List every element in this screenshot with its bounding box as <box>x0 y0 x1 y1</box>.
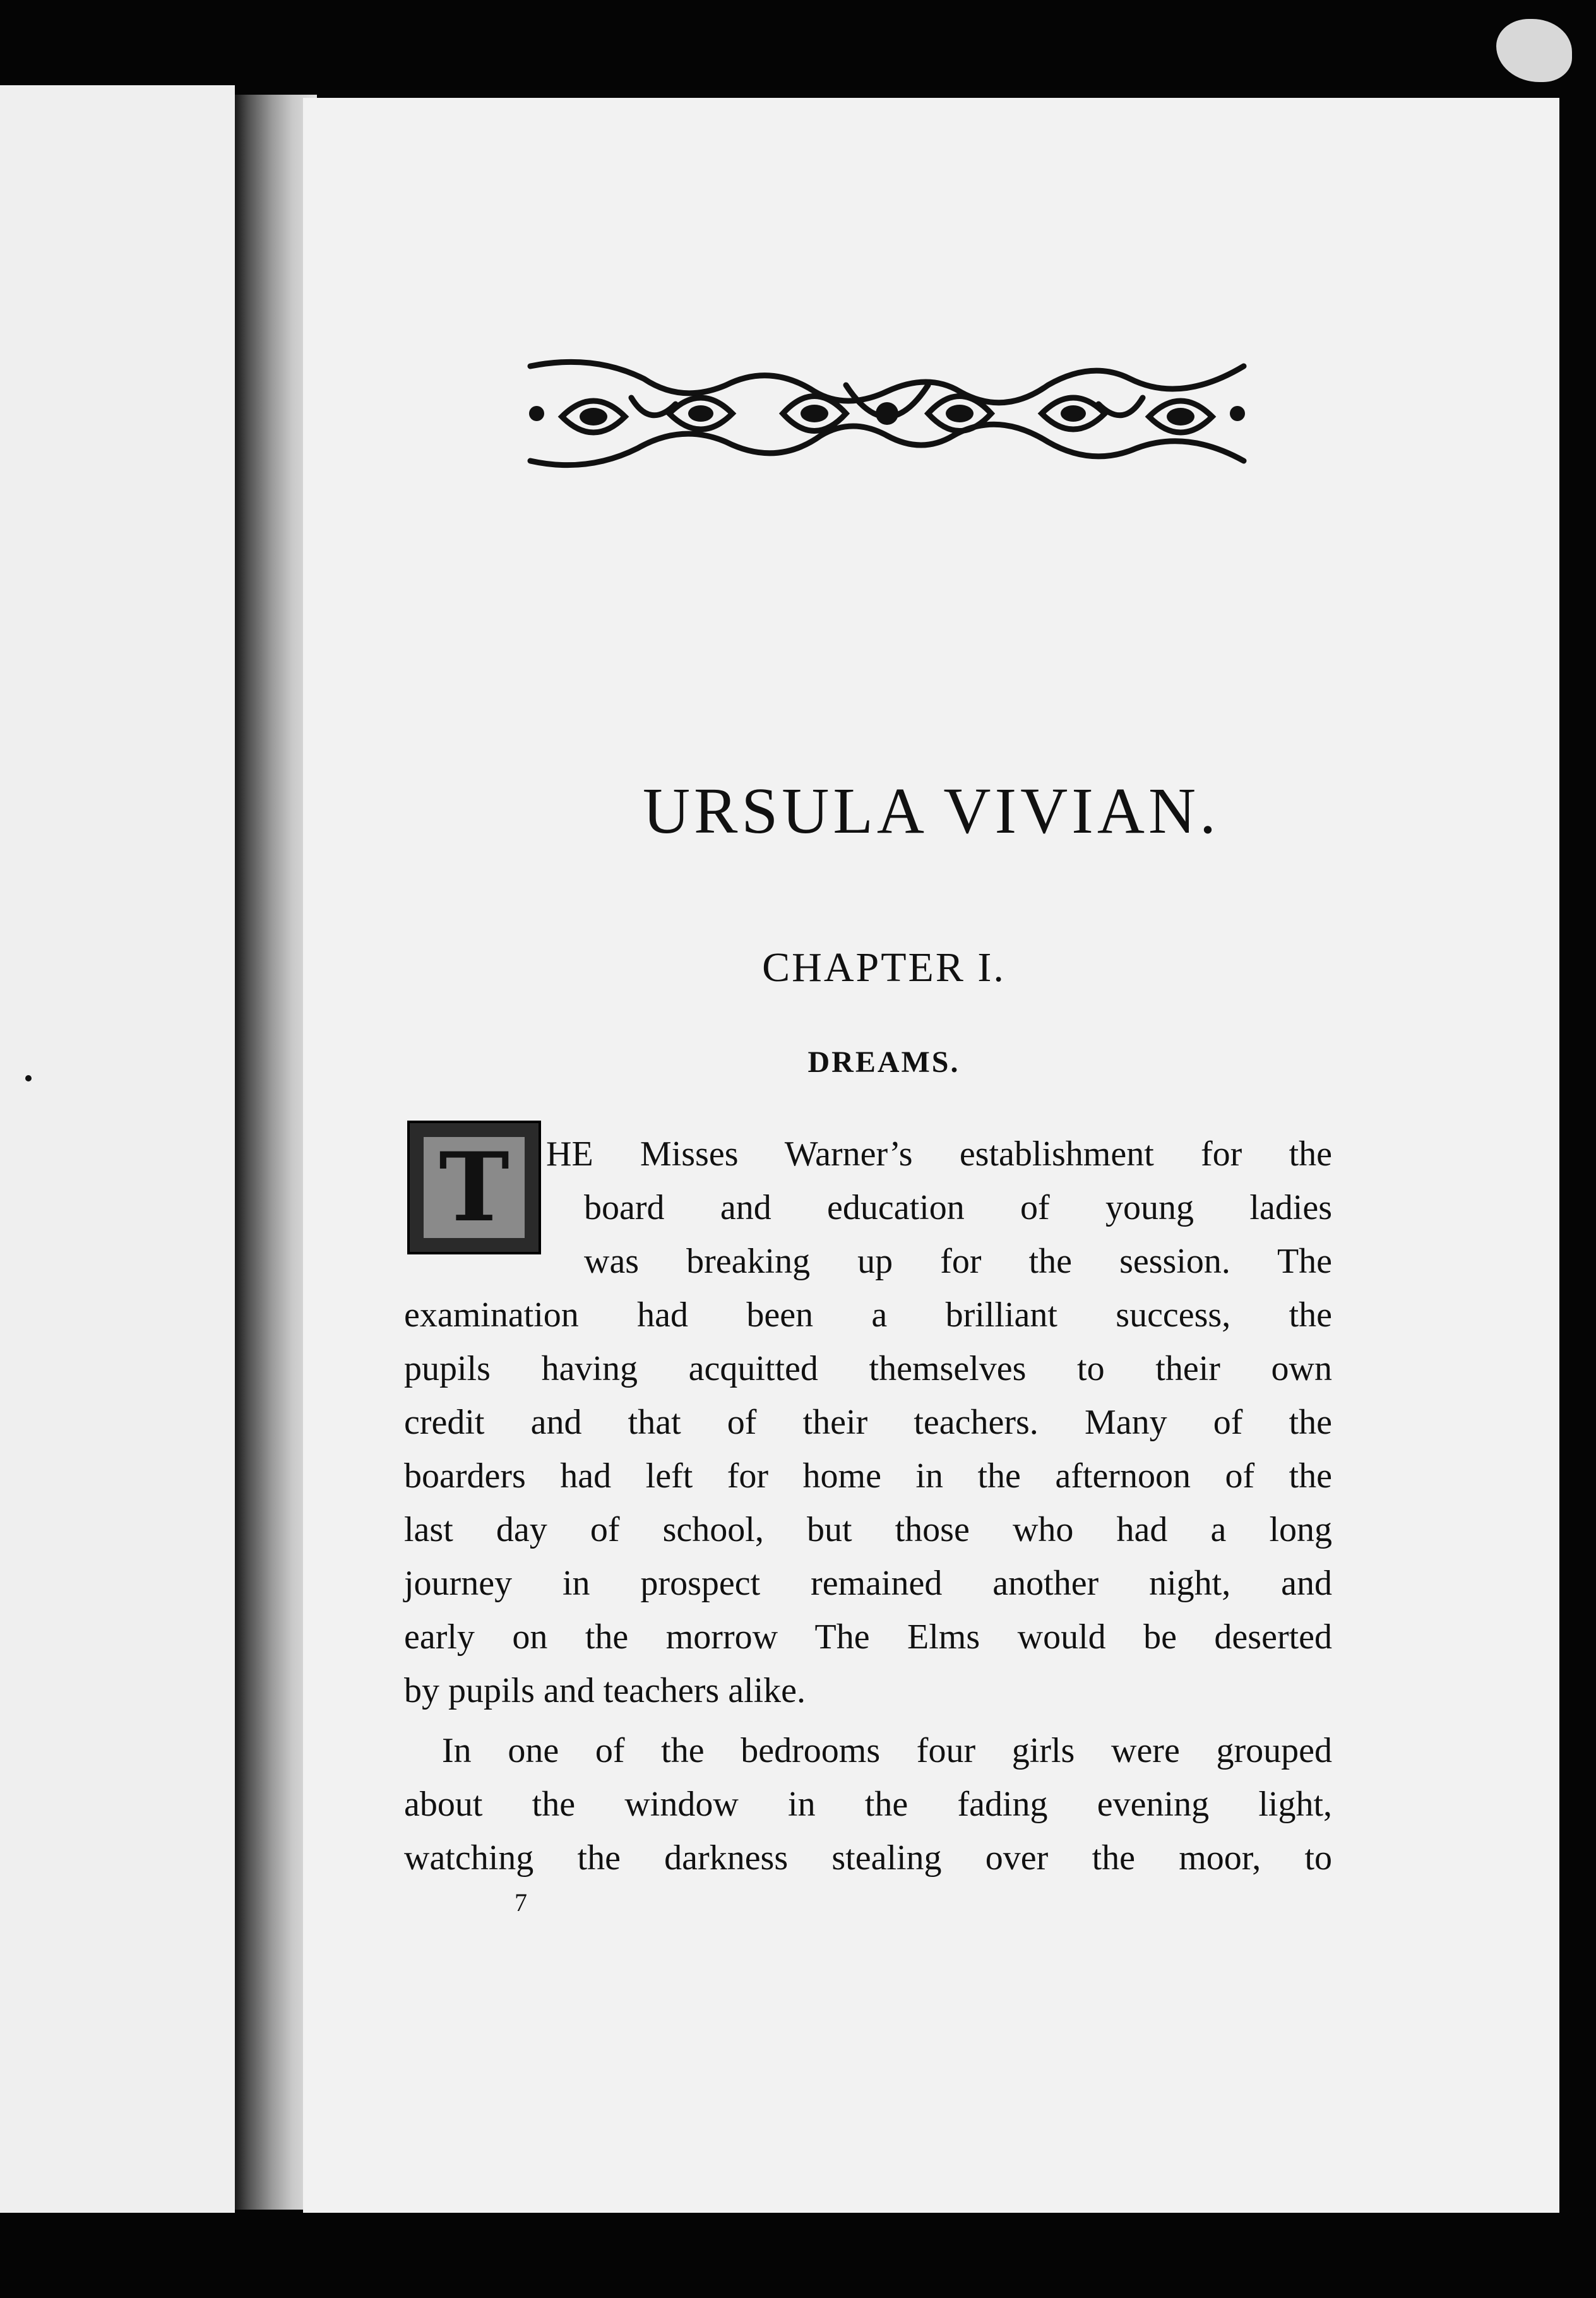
paragraph-line: journey in prospect remained another night, and <box>404 1564 1332 1603</box>
paragraph-line: examination had been a brilliant success, the <box>404 1295 1332 1335</box>
paragraph-line: In one of the bedrooms four girls were grouped <box>442 1731 1332 1770</box>
page-number: 7 <box>515 1888 527 1917</box>
paragraph-line: about the window in the fading evening light, <box>404 1785 1332 1824</box>
chapter-heading: CHAPTER I. <box>762 944 1006 991</box>
paragraph-line: was breaking up for the session. The <box>584 1242 1332 1281</box>
paragraph-line: HE Misses Warner’s establishment for the <box>546 1134 1332 1174</box>
paragraph-line: pupils having acquitted themselves to their own <box>404 1349 1332 1388</box>
ink-speck <box>25 1075 32 1081</box>
paragraph-line: last day of school, but those who had a long <box>404 1510 1332 1549</box>
decorative-header-ornament <box>518 347 1256 480</box>
paragraph-line: boarders had left for home in the afternoon of the <box>404 1456 1332 1496</box>
paragraph-line: by pupils and teachers alike. <box>404 1671 806 1710</box>
chapter-title: DREAMS. <box>807 1045 960 1079</box>
paragraph-line: watching the darkness stealing over the moor, to <box>404 1838 1332 1878</box>
paragraph-line: board and education of young ladies <box>584 1188 1332 1227</box>
paragraph-line: credit and that of their teachers. Many of the <box>404 1403 1332 1442</box>
left-page <box>0 85 235 2213</box>
drop-cap <box>407 1121 541 1254</box>
paper-fragment <box>1496 19 1572 82</box>
book-title: URSULA VIVIAN. <box>642 775 1220 847</box>
drop-cap-letter: T <box>424 1137 525 1238</box>
paragraph-line: early on the morrow The Elms would be deserted <box>404 1617 1332 1657</box>
